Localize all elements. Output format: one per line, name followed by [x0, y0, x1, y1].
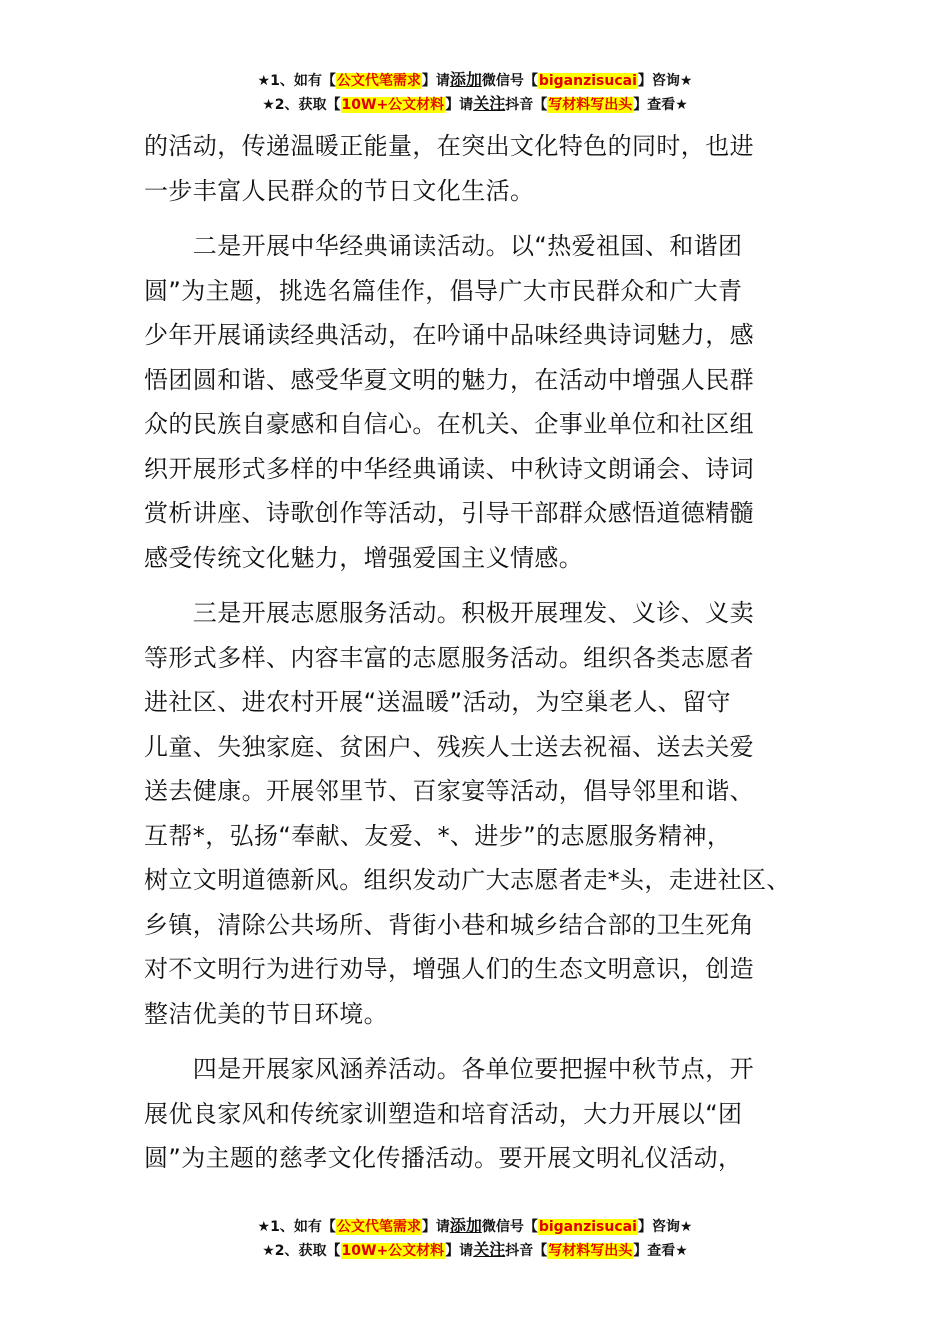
banner-text: ★2、获取【 [262, 97, 341, 113]
banner-emphasis: 关注 [473, 1240, 506, 1259]
text-line: 三是开展志愿服务活动。积极开展理发、义诊、义卖 [144, 599, 754, 627]
paragraph [144, 591, 820, 1036]
banner-text: 】查看★ [633, 1243, 688, 1259]
text-line: 悟团圆和谐、感受华夏文明的魅力，在活动中增强人民群 [144, 365, 754, 394]
banner-text: ★1、如有【 [257, 73, 336, 89]
banner-text: 】请 [421, 1219, 450, 1235]
banner-douyin-id: 写材料写出头 [548, 97, 633, 113]
banner-text: 】请 [445, 1243, 474, 1259]
text-line: 织开展形式多样的中华经典诵读、中秋诗文朗诵会、诗词 [144, 454, 754, 483]
footer-banner [0, 1214, 950, 1262]
banner-text: 微信号【 [481, 73, 538, 89]
banner-line-2 [0, 1238, 950, 1262]
banner-text: 抖音【 [505, 1243, 548, 1259]
banner-text: 】咨询★ [637, 73, 693, 89]
banner-highlight: 公文代笔需求 [336, 73, 421, 89]
text-line: 少年开展诵读经典活动，在吟诵中品味经典诗词魅力，感 [144, 321, 754, 349]
banner-text: 】请 [421, 73, 450, 89]
banner-text: 抖音【 [505, 97, 548, 113]
banner-text: ★1、如有【 [257, 1219, 336, 1235]
text-line: 赏析讲座、诗歌创作等活动，引导干部群众感悟道德精髓 [144, 499, 754, 527]
banner-highlight: 10W+公文材料 [341, 97, 445, 113]
paragraph-gap [144, 1036, 820, 1047]
paragraph-gap [144, 580, 820, 591]
text-line: 儿童、失独家庭、贫困户、残疾人士送去祝福、送去关爱 [144, 732, 754, 761]
text-line: 二是开展中华经典诵读活动。以“热爱祖国、和谐团 [144, 232, 743, 260]
banner-douyin-id: 写材料写出头 [548, 1243, 633, 1259]
text-line: 感受传统文化魅力，增强爱国主义情感。 [144, 543, 584, 572]
banner-text: ★2、获取【 [262, 1243, 341, 1259]
banner-text: 微信号【 [481, 1219, 538, 1235]
text-line: 圆”为主题的慈孝文化传播活动。要开展文明礼仪活动， [144, 1144, 743, 1172]
text-line: 进社区、进农村开展“送温暖”活动，为空巢老人、留守 [144, 688, 731, 716]
text-line: 展优良家风和传统家训塑造和培育活动，大力开展以“团 [144, 1099, 743, 1128]
paragraph [144, 224, 820, 580]
document-body [144, 124, 820, 1181]
banner-highlight: 公文代笔需求 [336, 1219, 421, 1235]
banner-text: 】请 [445, 97, 474, 113]
text-line: 对不文明行为进行劝导，增强人们的生态文明意识，创造 [144, 955, 754, 983]
text-line: 树立文明道德新风。组织发动广大志愿者走*头，走进社区、 [144, 866, 791, 894]
text-line: 等形式多样、内容丰富的志愿服务活动。组织各类志愿者 [144, 643, 754, 672]
text-line: 乡镇，清除公共场所、背街小巷和城乡结合部的卫生死角 [144, 910, 754, 939]
banner-emphasis: 添加 [449, 1216, 482, 1235]
banner-text: 】查看★ [633, 97, 688, 113]
text-line: 送去健康。开展邻里节、百家宴等活动，倡导邻里和谐、 [144, 777, 754, 805]
paragraph [144, 124, 820, 213]
banner-wechat-id: biganzisucai [538, 73, 637, 89]
banner-emphasis: 添加 [449, 70, 482, 89]
text-line: 互帮*，弘扬“奉献、友爱、*、进步”的志愿服务精神， [144, 821, 732, 850]
banner-line-1 [0, 68, 950, 92]
banner-line-1 [0, 1214, 950, 1238]
banner-wechat-id: biganzisucai [538, 1219, 637, 1235]
text-line: 四是开展家风涵养活动。各单位要把握中秋节点，开 [144, 1055, 754, 1083]
text-line: 众的民族自豪感和自信心。在机关、企事业单位和社区组 [144, 410, 754, 438]
paragraph-gap [144, 213, 820, 224]
text-line: 整洁优美的节日环境。 [144, 999, 388, 1028]
banner-line-2 [0, 92, 950, 116]
text-line: 的活动，传递温暖正能量，在突出文化特色的同时，也进 [144, 132, 754, 160]
header-banner [0, 68, 950, 116]
banner-text: 】咨询★ [637, 1219, 693, 1235]
paragraph [144, 1047, 820, 1181]
text-line: 圆”为主题，挑选名篇佳作，倡导广大市民群众和广大青 [144, 276, 743, 305]
banner-emphasis: 关注 [473, 94, 506, 113]
text-line: 一步丰富人民群众的节日文化生活。 [144, 176, 535, 205]
banner-highlight: 10W+公文材料 [341, 1243, 445, 1259]
